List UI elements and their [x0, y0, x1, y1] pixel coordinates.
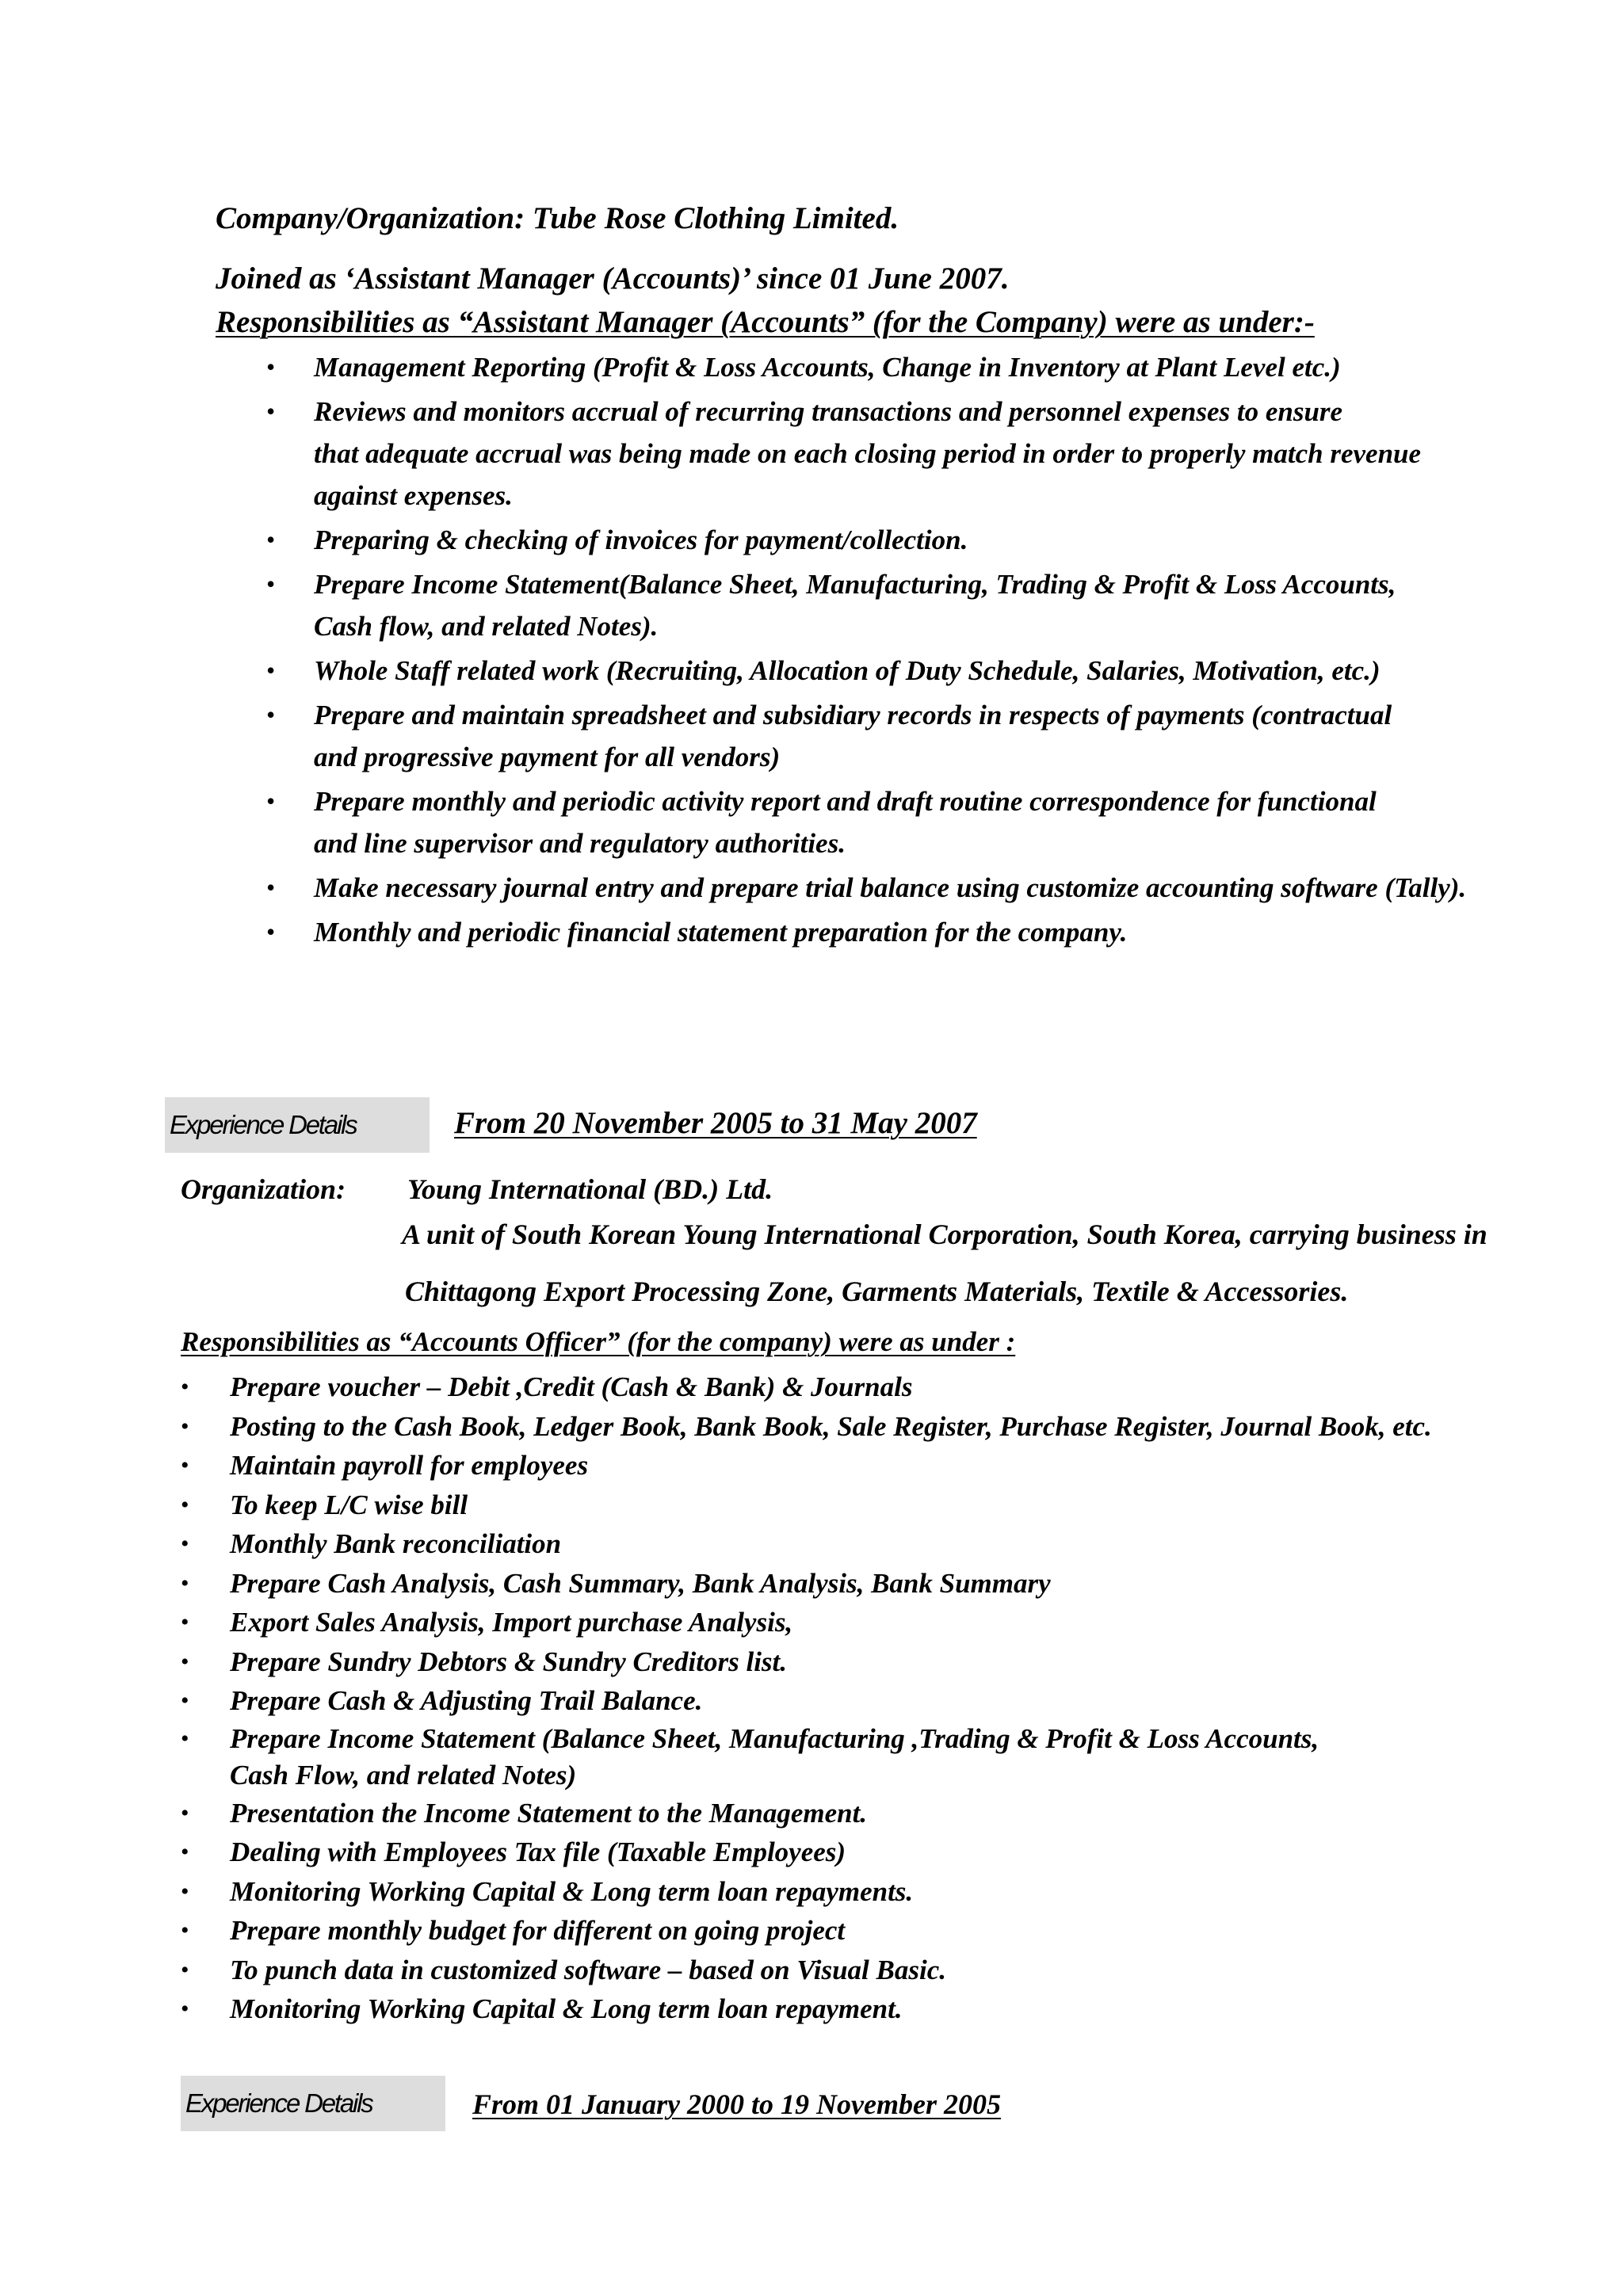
list-item-text: and progressive payment for all vendors)	[314, 742, 781, 772]
responsibilities-heading-1: Responsibilities as “Assistant Manager (Accounts” (for the Company) were as under:-	[216, 305, 1315, 339]
list-item	[216, 519, 1594, 561]
experience-details-badge	[165, 1097, 430, 1153]
bullet-icon: •	[181, 1725, 189, 1752]
bullet-icon: •	[181, 1996, 189, 2022]
list-item	[216, 867, 1594, 909]
list-item-text: Management Reporting (Profit & Loss Accounts, Change in Inventory at Plant Level etc.)	[314, 352, 1341, 383]
organization-description-line-2: Chittagong Export Processing Zone, Garments Materials, Textile & Accessories.	[405, 1276, 1349, 1307]
bullet-icon: •	[266, 525, 276, 554]
list-item-text: Whole Staff related work (Recruiting, Allocation of Duty Schedule, Salaries, Motivation, etc.)	[314, 655, 1381, 686]
list-item	[216, 563, 1594, 647]
list-item-text: Dealing with Employees Tax file (Taxable Employees)	[230, 1836, 846, 1867]
list-item-text: To keep L/C wise bill	[230, 1489, 468, 1520]
list-item	[181, 1524, 1607, 1564]
list-item	[216, 391, 1594, 517]
list-item-text: Prepare monthly and periodic activity report and draft routine correspondence for functional	[314, 786, 1377, 817]
list-item	[181, 1794, 1607, 1833]
bullet-icon: •	[181, 1878, 189, 1905]
bullet-icon: •	[181, 1917, 189, 1943]
bullet-icon: •	[181, 1531, 189, 1557]
bullet-icon: •	[266, 656, 276, 685]
list-item	[181, 1564, 1607, 1604]
bullet-icon: •	[266, 353, 276, 381]
list-item-text: Monthly Bank reconciliation	[230, 1528, 562, 1559]
bullet-icon: •	[181, 1839, 189, 1865]
list-item-text: Monthly and periodic financial statement preparation for the company.	[314, 917, 1128, 948]
bullet-icon: •	[266, 700, 276, 729]
list-item-text: Export Sales Analysis, Import purchase Analysis,	[230, 1607, 793, 1638]
list-item-text: against expenses.	[314, 480, 513, 511]
list-item-text: Prepare Income Statement (Balance Sheet, Manufacturing ,Trading & Profit & Loss Accounts,	[230, 1722, 1319, 1754]
list-item	[181, 1642, 1607, 1682]
list-item	[181, 1951, 1607, 1990]
bullet-icon: •	[266, 873, 276, 902]
list-item-text: Prepare voucher – Debit ,Credit (Cash & Bank) & Journals	[230, 1371, 913, 1402]
responsibilities-list-2	[181, 1367, 1607, 2029]
bullet-icon: •	[181, 1374, 189, 1400]
organization-name: Young International (BD.) Ltd.	[407, 1173, 773, 1205]
bullet-icon: •	[266, 397, 276, 425]
organization-label: Organization:	[181, 1173, 346, 1205]
list-item-text: Prepare Sundry Debtors & Sundry Creditors list.	[230, 1646, 788, 1677]
list-item-text: Prepare Cash & Adjusting Trail Balance.	[230, 1685, 703, 1716]
bullet-icon: •	[266, 917, 276, 946]
list-item-text: Prepare Cash Analysis, Cash Summary, Bank Analysis, Bank Summary	[230, 1567, 1051, 1599]
bullet-icon: •	[266, 787, 276, 815]
list-item-text: To punch data in customized software – based on Visual Basic.	[230, 1954, 947, 1985]
list-item	[181, 1407, 1607, 1447]
bullet-icon: •	[181, 1413, 189, 1440]
list-item	[216, 694, 1594, 778]
responsibilities-list-1	[216, 346, 1594, 955]
bullet-icon: •	[181, 1491, 189, 1518]
list-item-text: Maintain payroll for employees	[230, 1450, 589, 1481]
list-item	[181, 1911, 1607, 1951]
experience-details-label: Experience Details	[185, 2088, 372, 2118]
company-line: Company/Organization: Tube Rose Clothing Limited.	[216, 201, 899, 235]
bullet-icon: •	[266, 570, 276, 598]
bullet-icon: •	[181, 1452, 189, 1478]
list-item-text: Posting to the Cash Book, Ledger Book, Bank Book, Sale Register, Purchase Register, Journal Book, etc.	[230, 1410, 1432, 1442]
responsibilities-heading-2: Responsibilities as “Accounts Officer” (for the company) were as under :	[181, 1326, 1016, 1357]
experience-details-label: Experience Details	[170, 1110, 357, 1139]
list-item-text: Cash flow, and related Notes).	[314, 611, 659, 642]
joined-line: Joined as ‘Assistant Manager (Accounts)’ since 01 June 2007.	[216, 261, 1010, 296]
list-item	[181, 1681, 1607, 1721]
list-item	[181, 1833, 1607, 1872]
list-item	[181, 1367, 1607, 1407]
list-item-text: Preparing & checking of invoices for payment/collection.	[314, 524, 968, 555]
list-item	[181, 1872, 1607, 1912]
list-item	[216, 346, 1594, 388]
bullet-icon: •	[181, 1648, 189, 1675]
experience-details-badge	[181, 2076, 445, 2131]
list-item-text: Presentation the Income Statement to the Management.	[230, 1797, 868, 1829]
organization-description-line-1: A unit of South Korean Young International Corporation, South Korea, carrying business in	[402, 1219, 1487, 1250]
list-item-text: Monitoring Working Capital & Long term loan repayments.	[230, 1875, 914, 1907]
list-item-text: Cash Flow, and related Notes)	[230, 1759, 577, 1791]
list-item-text: Prepare monthly budget for different on going project	[230, 1915, 846, 1946]
bullet-icon: •	[181, 1569, 189, 1596]
list-item	[181, 1603, 1607, 1642]
list-item	[216, 650, 1594, 692]
list-item-text: that adequate accrual was being made on each closing period in order to properly match revenue	[314, 438, 1422, 469]
list-item	[181, 1486, 1607, 1525]
list-item	[181, 1721, 1607, 1794]
list-item-text: Reviews and monitors accrual of recurring transactions and personnel expenses to ensure	[314, 396, 1343, 427]
experience-period-2: From 01 January 2000 to 19 November 2005	[472, 2088, 1002, 2120]
bullet-icon: •	[181, 1799, 189, 1826]
bullet-icon: •	[181, 1956, 189, 1983]
list-item	[181, 1989, 1607, 2029]
list-item	[216, 911, 1594, 953]
list-item-text: and line supervisor and regulatory authorities.	[314, 828, 846, 859]
list-item	[181, 1446, 1607, 1486]
list-item	[216, 780, 1594, 864]
experience-period-1: From 20 November 2005 to 31 May 2007	[454, 1106, 977, 1140]
list-item-text: Monitoring Working Capital & Long term loan repayment.	[230, 1993, 903, 2024]
list-item-text: Make necessary journal entry and prepare trial balance using customize accounting software (Tally).	[314, 872, 1467, 903]
list-item-text: Prepare and maintain spreadsheet and subsidiary records in respects of payments (contractual	[314, 700, 1392, 730]
list-item-text: Prepare Income Statement(Balance Sheet, Manufacturing, Trading & Profit & Loss Accounts,	[314, 569, 1396, 600]
bullet-icon: •	[181, 1609, 189, 1635]
bullet-icon: •	[181, 1688, 189, 1714]
